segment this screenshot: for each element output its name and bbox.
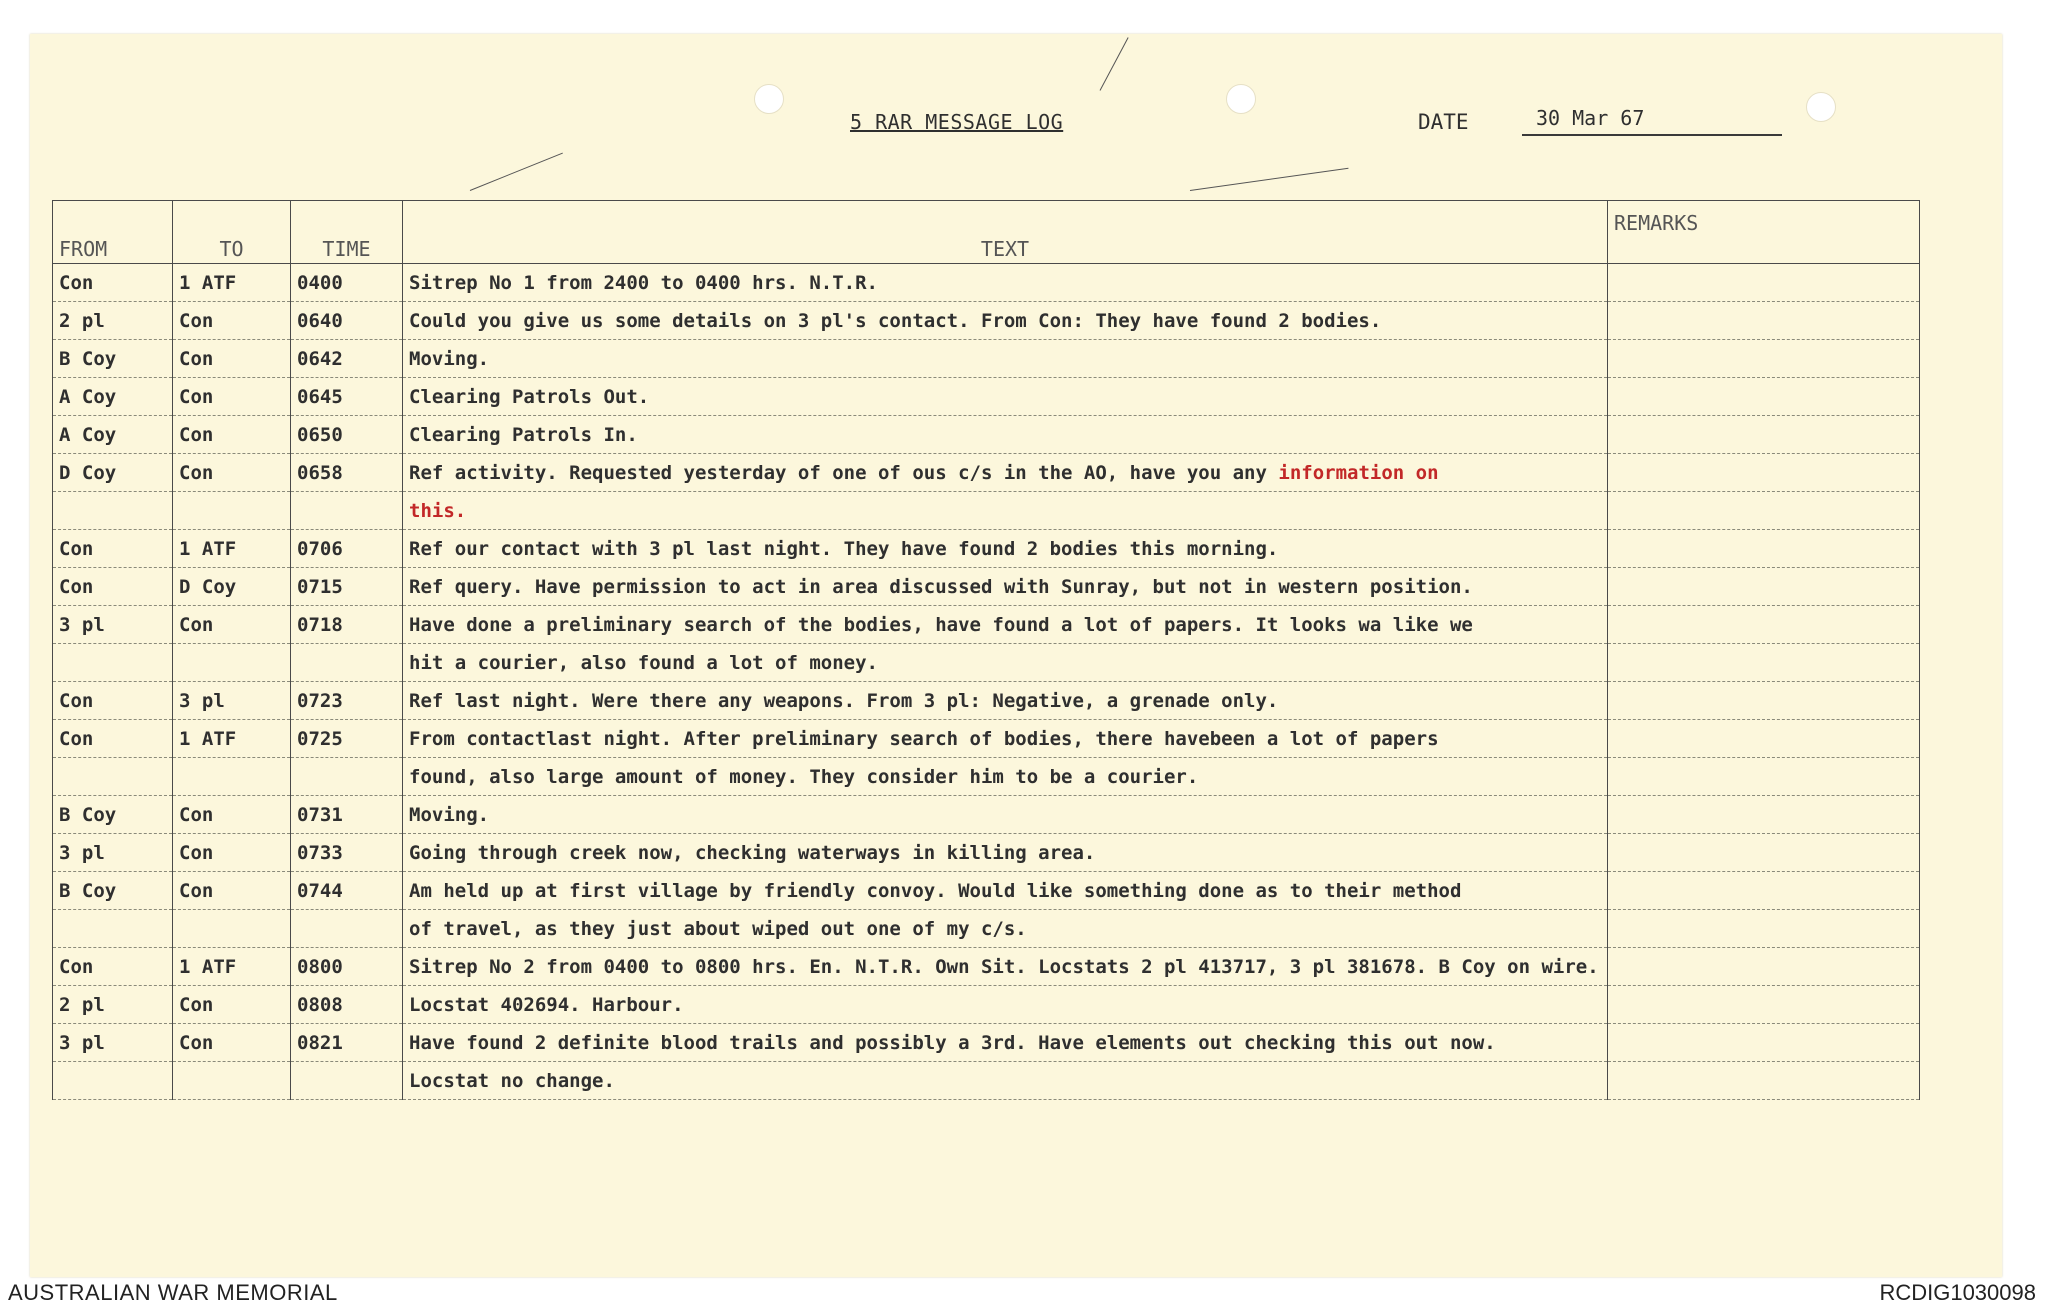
cell-from: 2 pl <box>53 302 173 340</box>
page-title: 5 RAR MESSAGE LOG <box>850 110 1064 134</box>
cell-to <box>173 910 291 948</box>
cell-to: 1 ATF <box>173 530 291 568</box>
cell-text <box>403 910 1608 948</box>
cell-text <box>403 758 1608 796</box>
message-text: Am held up at first village by friendly convoy. Would like something done as to their method <box>409 879 1462 902</box>
cell-from <box>53 492 173 530</box>
table-row <box>53 758 1920 796</box>
message-text-red: this. <box>409 499 467 522</box>
table-row <box>53 264 1920 302</box>
cell-text <box>403 606 1608 644</box>
cell-from: Con <box>53 948 173 986</box>
cell-remarks <box>1608 606 1920 644</box>
cell-to: Con <box>173 302 291 340</box>
cell-to: Con <box>173 1024 291 1062</box>
cell-text <box>403 834 1608 872</box>
cell-time: 0821 <box>291 1024 403 1062</box>
cell-to <box>173 1062 291 1100</box>
cell-time <box>291 492 403 530</box>
cell-to <box>173 758 291 796</box>
cell-remarks <box>1608 378 1920 416</box>
cell-to: 3 pl <box>173 682 291 720</box>
message-text: Sitrep No 1 from 2400 to 0400 hrs. N.T.R. <box>409 271 878 294</box>
cell-text <box>403 530 1608 568</box>
archive-reference: RCDIG1030098 <box>1879 1280 2036 1305</box>
cell-from: Con <box>53 682 173 720</box>
table-row <box>53 568 1920 606</box>
cell-time: 0723 <box>291 682 403 720</box>
cell-remarks <box>1608 872 1920 910</box>
cell-to <box>173 492 291 530</box>
cell-text <box>403 1062 1608 1100</box>
cell-text <box>403 720 1608 758</box>
cell-time: 0733 <box>291 834 403 872</box>
cell-text <box>403 492 1608 530</box>
cell-remarks <box>1608 302 1920 340</box>
cell-remarks <box>1608 454 1920 492</box>
column-header-to: TO <box>173 201 291 264</box>
cell-from: B Coy <box>53 796 173 834</box>
cell-remarks <box>1608 834 1920 872</box>
cell-from: B Coy <box>53 872 173 910</box>
cell-time: 0658 <box>291 454 403 492</box>
cell-to: Con <box>173 834 291 872</box>
date-underline <box>1522 134 1782 136</box>
table-row <box>53 492 1920 530</box>
cell-to: Con <box>173 986 291 1024</box>
cell-remarks <box>1608 530 1920 568</box>
message-text: of travel, as they just about wiped out one of my c/s. <box>409 917 1027 940</box>
cell-text <box>403 378 1608 416</box>
cell-time <box>291 1062 403 1100</box>
message-text-red: information on <box>1278 461 1439 484</box>
cell-from: A Coy <box>53 416 173 454</box>
cell-to: 1 ATF <box>173 948 291 986</box>
message-text: Have found 2 definite blood trails and possibly a 3rd. Have elements out checking this out now. <box>409 1031 1496 1054</box>
cell-text <box>403 986 1608 1024</box>
cell-to <box>173 644 291 682</box>
cell-time: 0800 <box>291 948 403 986</box>
message-log-table <box>52 200 1920 1100</box>
table-row <box>53 454 1920 492</box>
column-header-text: TEXT <box>403 201 1608 264</box>
cell-time <box>291 758 403 796</box>
cell-time: 0731 <box>291 796 403 834</box>
table-row <box>53 644 1920 682</box>
message-text: Have done a preliminary search of the bodies, have found a lot of papers. It looks wa like we <box>409 613 1473 636</box>
cell-from <box>53 910 173 948</box>
cell-time: 0744 <box>291 872 403 910</box>
cell-to: Con <box>173 796 291 834</box>
table-row <box>53 910 1920 948</box>
cell-to: 1 ATF <box>173 264 291 302</box>
table-header-row <box>53 201 1920 264</box>
message-text: From contactlast night. After preliminary search of bodies, there havebeen a lot of papers <box>409 727 1439 750</box>
cell-remarks <box>1608 340 1920 378</box>
cell-to: Con <box>173 606 291 644</box>
column-header-time: TIME <box>291 201 403 264</box>
date-value: 30 Mar 67 <box>1536 106 1645 130</box>
cell-from: A Coy <box>53 378 173 416</box>
cell-text <box>403 1024 1608 1062</box>
table-row <box>53 530 1920 568</box>
cell-from: 3 pl <box>53 834 173 872</box>
table-row <box>53 302 1920 340</box>
cell-time: 0706 <box>291 530 403 568</box>
cell-to: Con <box>173 454 291 492</box>
cell-from: Con <box>53 530 173 568</box>
cell-from: Con <box>53 568 173 606</box>
column-header-from: FROM <box>53 201 173 264</box>
cell-time: 0650 <box>291 416 403 454</box>
cell-remarks <box>1608 948 1920 986</box>
cell-remarks <box>1608 568 1920 606</box>
table-row <box>53 340 1920 378</box>
cell-from <box>53 1062 173 1100</box>
message-text: Going through creek now, checking waterways in killing area. <box>409 841 1096 864</box>
message-text: Ref last night. Were there any weapons. From 3 pl: Negative, a grenade only. <box>409 689 1279 712</box>
message-text: Moving. <box>409 347 490 370</box>
cell-to: Con <box>173 378 291 416</box>
cell-text <box>403 416 1608 454</box>
message-text: hit a courier, also found a lot of money. <box>409 651 878 674</box>
cell-remarks <box>1608 1024 1920 1062</box>
cell-time: 0715 <box>291 568 403 606</box>
message-text: Moving. <box>409 803 490 826</box>
cell-remarks <box>1608 986 1920 1024</box>
message-text: Could you give us some details on 3 pl's contact. From Con: They have found 2 bodies. <box>409 309 1382 332</box>
punch-hole <box>1226 84 1256 114</box>
table-row <box>53 720 1920 758</box>
message-text: Clearing Patrols Out. <box>409 385 650 408</box>
table-row <box>53 1062 1920 1100</box>
table-row <box>53 416 1920 454</box>
cell-to: Con <box>173 416 291 454</box>
cell-text <box>403 264 1608 302</box>
cell-from: 3 pl <box>53 606 173 644</box>
cell-remarks <box>1608 264 1920 302</box>
cell-from <box>53 758 173 796</box>
cell-to: Con <box>173 872 291 910</box>
cell-remarks <box>1608 682 1920 720</box>
table-row <box>53 796 1920 834</box>
cell-text <box>403 872 1608 910</box>
cell-time: 0400 <box>291 264 403 302</box>
cell-time: 0718 <box>291 606 403 644</box>
cell-from: 3 pl <box>53 1024 173 1062</box>
message-text: Locstat 402694. Harbour. <box>409 993 684 1016</box>
cell-text <box>403 568 1608 606</box>
cell-remarks <box>1608 416 1920 454</box>
cell-from: D Coy <box>53 454 173 492</box>
cell-time <box>291 644 403 682</box>
cell-time: 0640 <box>291 302 403 340</box>
cell-time: 0645 <box>291 378 403 416</box>
cell-to: 1 ATF <box>173 720 291 758</box>
table-row <box>53 834 1920 872</box>
cell-to: Con <box>173 340 291 378</box>
cell-text <box>403 340 1608 378</box>
message-text: Clearing Patrols In. <box>409 423 638 446</box>
cell-remarks <box>1608 1062 1920 1100</box>
message-text: Sitrep No 2 from 0400 to 0800 hrs. En. N.T.R. Own Sit. Locstats 2 pl 413717, 3 pl 381678. B Coy on wire. <box>409 955 1599 978</box>
table-row <box>53 606 1920 644</box>
cell-text <box>403 682 1608 720</box>
cell-text <box>403 302 1608 340</box>
cell-from <box>53 644 173 682</box>
table-body <box>53 264 1920 1100</box>
message-text: found, also large amount of money. They consider him to be a courier. <box>409 765 1199 788</box>
cell-time <box>291 910 403 948</box>
message-text: Ref query. Have permission to act in area discussed with Sunray, but not in western position. <box>409 575 1473 598</box>
message-text: Ref our contact with 3 pl last night. They have found 2 bodies this morning. <box>409 537 1279 560</box>
archive-credit: AUSTRALIAN WAR MEMORIAL <box>8 1280 338 1305</box>
table-row <box>53 378 1920 416</box>
table-row <box>53 948 1920 986</box>
punch-hole <box>1806 92 1836 122</box>
date-label: DATE <box>1418 110 1469 134</box>
cell-text <box>403 454 1608 492</box>
table-row <box>53 986 1920 1024</box>
column-header-remarks: REMARKS <box>1608 201 1920 264</box>
cell-remarks <box>1608 910 1920 948</box>
cell-from: B Coy <box>53 340 173 378</box>
message-text: Ref activity. Requested yesterday of one of ous c/s in the AO, have you any <box>409 461 1279 484</box>
cell-text <box>403 948 1608 986</box>
cell-remarks <box>1608 644 1920 682</box>
cell-text <box>403 796 1608 834</box>
cell-remarks <box>1608 492 1920 530</box>
punch-hole <box>754 84 784 114</box>
cell-time: 0725 <box>291 720 403 758</box>
cell-remarks <box>1608 720 1920 758</box>
cell-to: D Coy <box>173 568 291 606</box>
message-text: Locstat no change. <box>409 1069 615 1092</box>
cell-from: Con <box>53 264 173 302</box>
cell-text <box>403 644 1608 682</box>
cell-time: 0808 <box>291 986 403 1024</box>
table-row <box>53 682 1920 720</box>
cell-remarks <box>1608 758 1920 796</box>
cell-from: Con <box>53 720 173 758</box>
table-row <box>53 1024 1920 1062</box>
cell-from: 2 pl <box>53 986 173 1024</box>
cell-time: 0642 <box>291 340 403 378</box>
cell-remarks <box>1608 796 1920 834</box>
table-row <box>53 872 1920 910</box>
